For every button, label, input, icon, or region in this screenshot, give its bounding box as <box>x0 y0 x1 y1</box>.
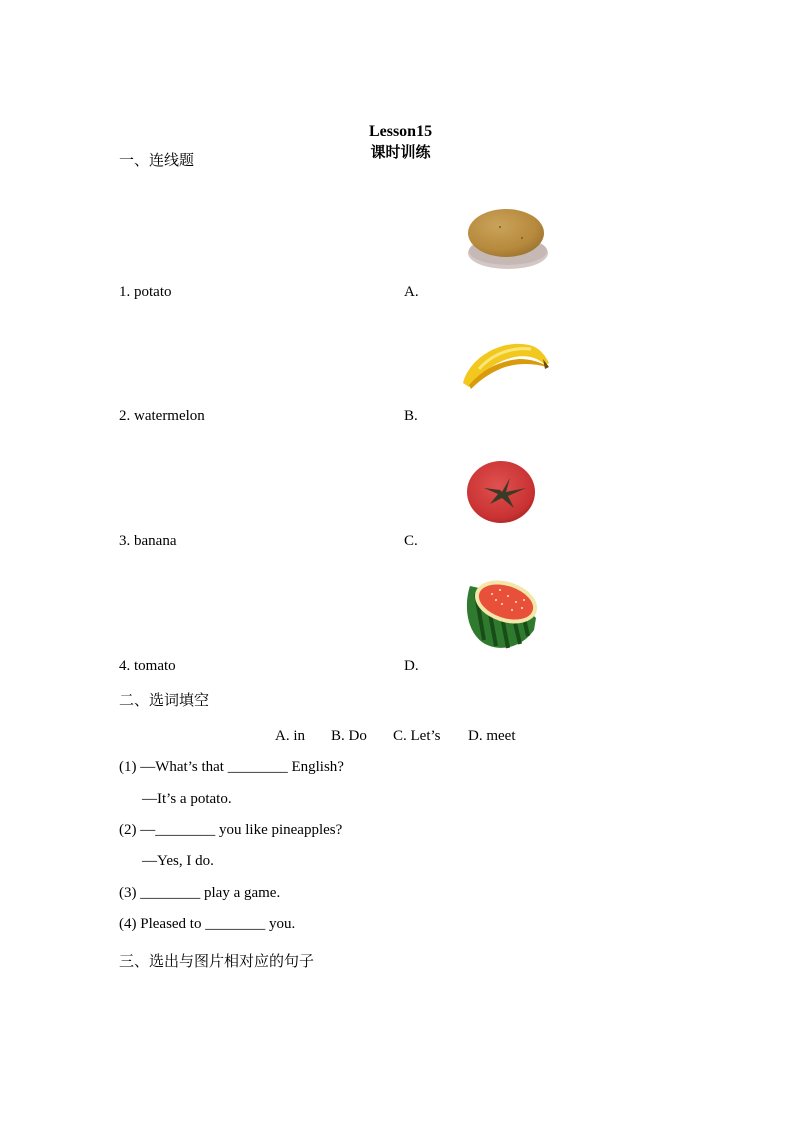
banana-icon <box>459 337 551 391</box>
potato-image <box>466 205 550 271</box>
match-option-a: A. <box>404 284 419 300</box>
question-2: (2) —________ you like pineapples? <box>119 822 343 838</box>
banana-image <box>459 337 551 391</box>
match-word-3: 3. banana <box>119 533 177 549</box>
watermelon-image <box>462 574 540 650</box>
watermelon-icon <box>462 574 540 650</box>
match-option-d: D. <box>404 658 419 674</box>
match-word-2: 2. watermelon <box>119 408 205 424</box>
choice-a: A. in <box>275 728 305 744</box>
tomato-image <box>466 460 538 526</box>
match-option-c: C. <box>404 533 418 549</box>
answer-1: —It’s a potato. <box>142 791 232 807</box>
section-2-heading: 二、选词填空 <box>119 691 210 709</box>
choice-c: C. Let’s <box>393 728 441 744</box>
question-3: (3) ________ play a game. <box>119 885 281 901</box>
tomato-icon <box>466 460 538 526</box>
match-word-1: 1. potato <box>119 284 172 300</box>
lesson-subtitle: 课时训练 <box>370 143 431 161</box>
section-1-heading: 一、连线题 <box>119 151 195 169</box>
answer-2: —Yes, I do. <box>142 853 214 869</box>
match-word-4: 4. tomato <box>119 658 176 674</box>
choice-d: D. meet <box>468 728 516 744</box>
potato-icon <box>466 205 550 271</box>
lesson-number: Lesson15 <box>368 123 433 140</box>
question-4: (4) Pleased to ________ you. <box>119 916 296 932</box>
choice-b: B. Do <box>331 728 367 744</box>
question-1: (1) —What’s that ________ English? <box>119 759 344 775</box>
section-3-heading: 三、选出与图片相对应的句子 <box>119 952 315 970</box>
match-option-b: B. <box>404 408 418 424</box>
